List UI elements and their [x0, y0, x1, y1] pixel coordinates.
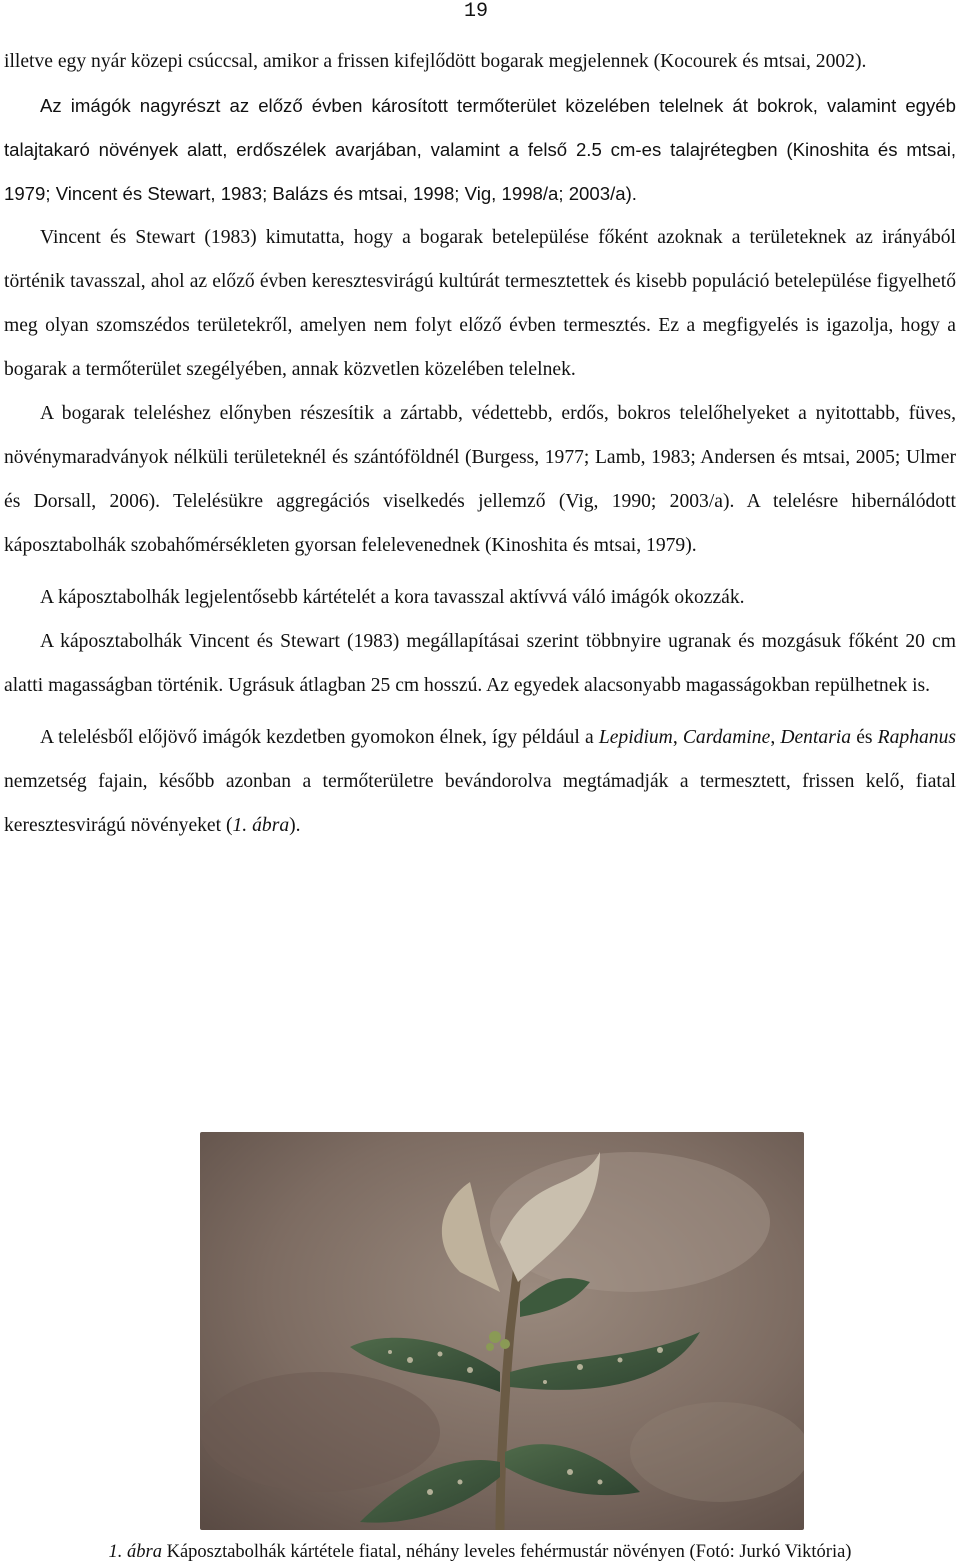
figure-reference: 1. ábra	[232, 815, 290, 836]
paragraph-7	[4, 716, 956, 848]
paragraph-5: A káposztabolhák legjelentősebb kártételét a kora tavasszal aktívvá váló imágók okozzák.	[40, 587, 745, 608]
genus-lepidium: Lepidium	[598, 727, 673, 748]
paragraph-3: Vincent és Stewart (1983) kimutatta, hogy a bogarak betelepülése főként azoknak a területeknek az irányából történik tavasszal, ahol az előző évben keresztesvirágú kultúrát termesztettek és kisebb populáció betelepülése figyelhető meg olyan szomszédos területekről, amelyen nem folyt előző évben termesztés. Ez a megfigyelés is igazolja, hogy a bogarak a termőterület szegélyében, annak közvetlen közelében telelnek.	[4, 227, 956, 380]
figure-caption-label: 1. ábra	[108, 1542, 162, 1562]
figure-caption	[0, 1540, 960, 1564]
plant-photo-illustration	[200, 1132, 804, 1530]
p7-sep-2: ,	[770, 727, 781, 748]
figure-caption-text: Káposztabolhák kártétele fiatal, néhány leveles fehérmustár növényen (Fotó: Jurkó Viktória)	[161, 1542, 852, 1562]
p7-text-start: A telelésből előjövő imágók kezdetben gyomokon élnek, így például a	[40, 727, 599, 748]
genus-cardamine: Cardamine	[682, 727, 771, 748]
paragraph-1: illetve egy nyár közepi csúccsal, amikor a frissen kifejlődött bogarak megjelennek (Kocourek és mtsai, 2002).	[4, 51, 867, 72]
page-number: 19	[464, 0, 489, 23]
p7-and: és	[851, 727, 878, 748]
genus-dentaria: Dentaria	[780, 727, 852, 748]
paragraph-2: Az imágók nagyrészt az előző évben károsított termőterület közelében telelnek át bokrok, valamint egyéb talajtakaró növények alatt, erdőszélek avarjában, valamint a felső 2.5 cm-es talajrétegben (Kinoshita és mtsai, 1979; Vincent és Stewart, 1983; Balázs és mtsai, 1998; Vig, 1998/a; 2003/a).	[4, 95, 956, 204]
document-body	[4, 40, 956, 848]
paragraph-4: A bogarak teleléshez előnyben részesítik a zártabb, védettebb, erdős, bokros telelőhelyeket a nyitottabb, füves, növénymaradványok nélküli területeknél és szántóföldnél (Burgess, 1977; Lamb, 1983; Andersen és mtsai, 2005; Ulmer és Dorsall, 2006). Telelésükre aggregációs viselkedés jellemző (Vig, 1990; 2003/a). A telelésre hibernálódott káposztabolhák szobahőmérsékleten gyorsan felelevenednek (Kinoshita és mtsai, 1979).	[4, 403, 956, 556]
p7-text-end: ).	[289, 815, 301, 836]
paragraph-6: A káposztabolhák Vincent és Stewart (1983) megállapításai szerint többnyire ugranak és mozgásuk főként 20 cm alatti magasságban történik. Ugrásuk átlagban 25 cm hosszú. Az egyedek alacsonyabb magasságokban repülhetnek is.	[4, 631, 956, 696]
p7-text-mid: nemzetség fajain, később azonban a termőterületre bevándorolva megtámadják a termesztett, frissen kelő, fiatal keresztesvirágú növényeket (	[4, 771, 956, 836]
plant-photo	[200, 1132, 804, 1530]
p7-sep-1: ,	[672, 727, 683, 748]
genus-raphanus: Raphanus	[877, 727, 957, 748]
